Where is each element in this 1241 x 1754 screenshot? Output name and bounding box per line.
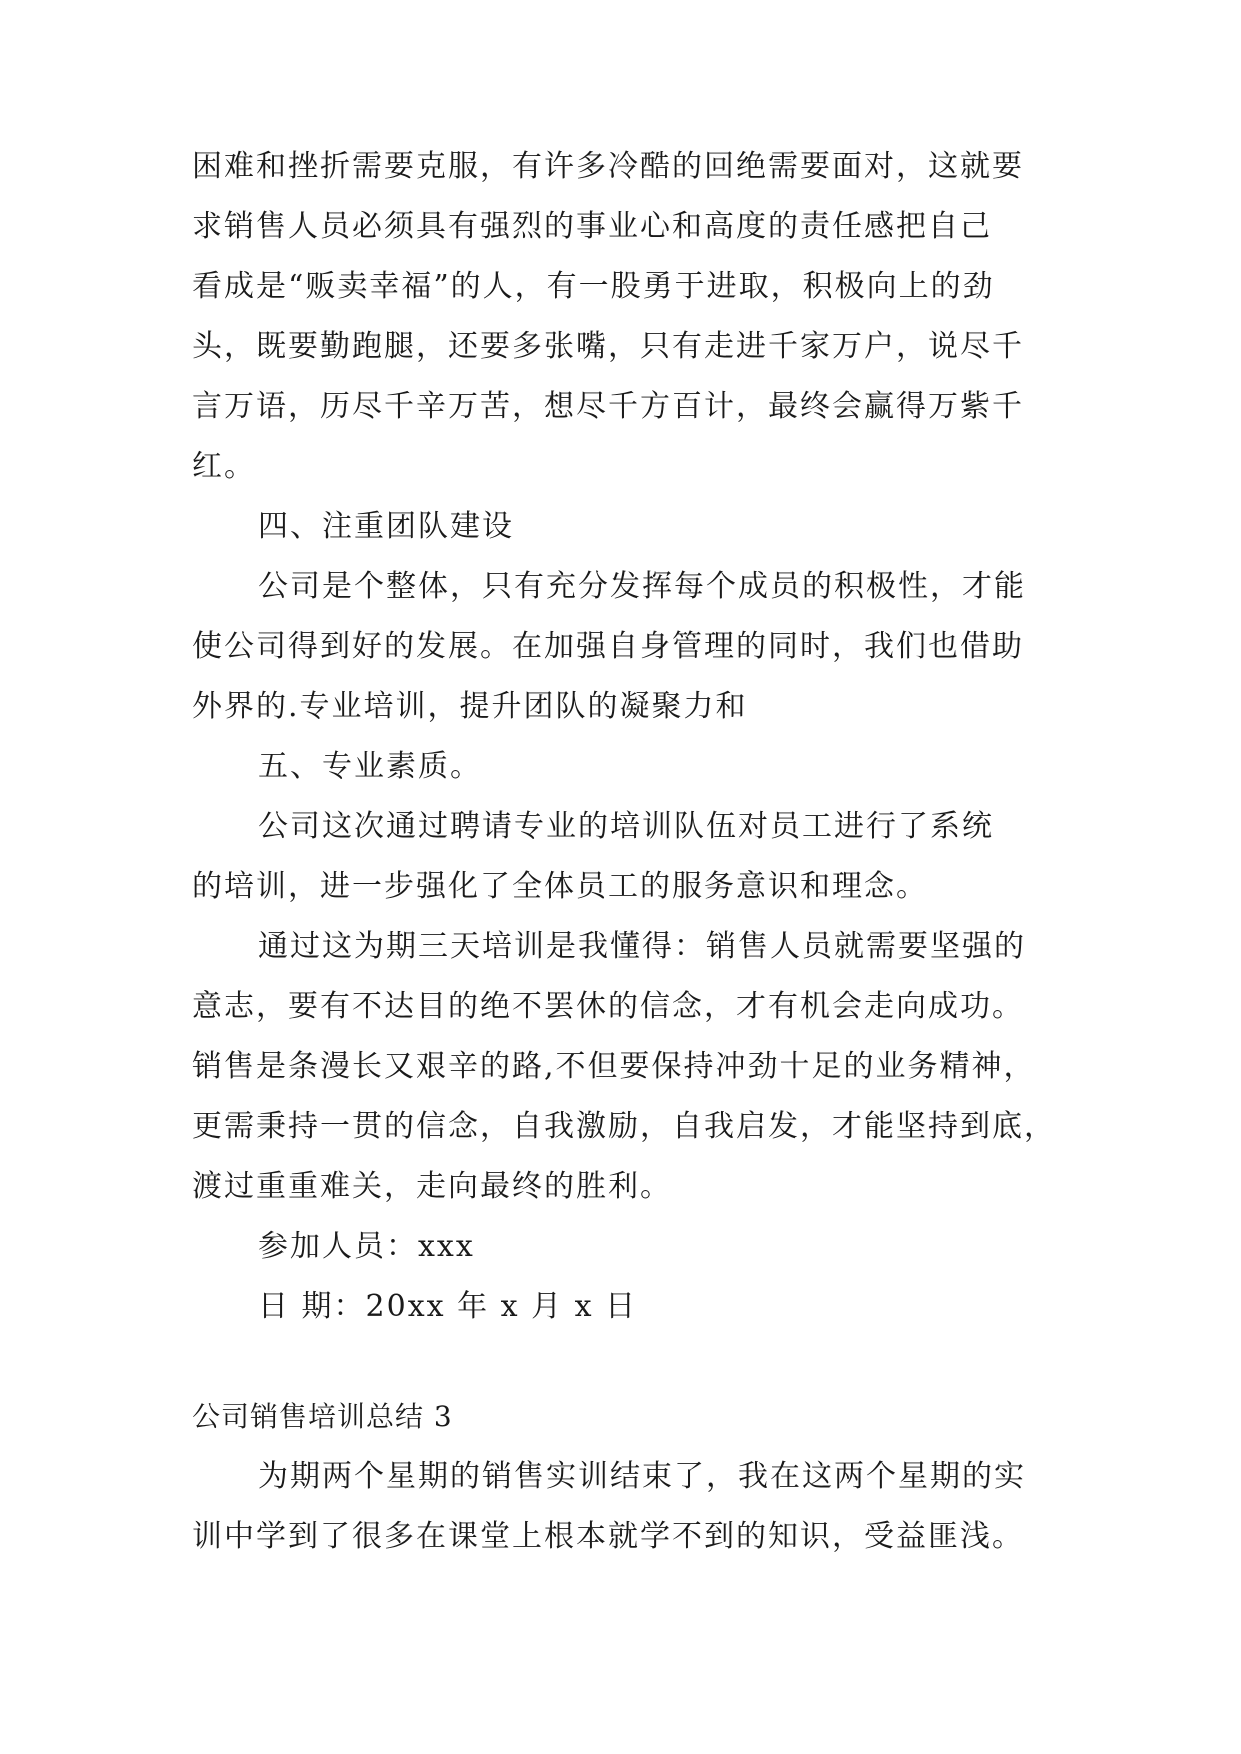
- paragraph-line: 困难和挫折需要克服，有许多冷酷的回绝需要面对，这就要: [192, 149, 1024, 184]
- participants-line: 参加人员：xxx: [258, 1229, 475, 1264]
- document-title: 公司销售培训总结 3: [192, 1400, 453, 1433]
- paragraph-line: 求销售人员必须具有强烈的事业心和高度的责任感把自己: [192, 209, 992, 244]
- paragraph-line: 意志，要有不达目的绝不罢休的信念，才有机会走向成功。: [192, 989, 1024, 1024]
- paragraph-line: 看成是“贩卖幸福”的人，有一股勇于进取，积极向上的劲: [192, 269, 995, 304]
- paragraph-line: 训中学到了很多在课堂上根本就学不到的知识，受益匪浅。: [192, 1519, 1024, 1554]
- paragraph-line: 言万语，历尽千辛万苦，想尽千方百计，最终会赢得万紫千: [192, 389, 1024, 424]
- paragraph-line: 的培训，进一步强化了全体员工的服务意识和理念。: [192, 869, 928, 904]
- paragraph-line: 外界的.专业培训，提升团队的凝聚力和: [192, 689, 748, 724]
- paragraph-line: 通过这为期三天培训是我懂得：销售人员就需要坚强的: [258, 929, 1026, 964]
- paragraph-line: 头，既要勤跑腿，还要多张嘴，只有走进千家万户，说尽千: [192, 329, 1024, 364]
- date-line: 日 期：20xx 年 x 月 x 日: [258, 1289, 638, 1324]
- paragraph-line: 公司这次通过聘请专业的培训队伍对员工进行了系统: [258, 809, 994, 844]
- paragraph-line: 公司是个整体，只有充分发挥每个成员的积极性，才能: [258, 569, 1026, 604]
- section-heading: 五、专业素质。: [258, 749, 482, 784]
- paragraph-line: 为期两个星期的销售实训结束了，我在这两个星期的实: [258, 1459, 1026, 1494]
- paragraph-line: 渡过重重难关，走向最终的胜利。: [192, 1169, 672, 1204]
- paragraph-line: 销售是条漫长又艰辛的路,不但要保持冲劲十足的业务精神，: [192, 1049, 1036, 1084]
- paragraph-line: 红。: [192, 449, 256, 484]
- paragraph-line: 更需秉持一贯的信念，自我激励，自我启发，才能坚持到底，: [192, 1109, 1056, 1144]
- paragraph-line: 使公司得到好的发展。在加强自身管理的同时，我们也借助: [192, 629, 1024, 664]
- section-heading: 四、注重团队建设: [258, 509, 514, 544]
